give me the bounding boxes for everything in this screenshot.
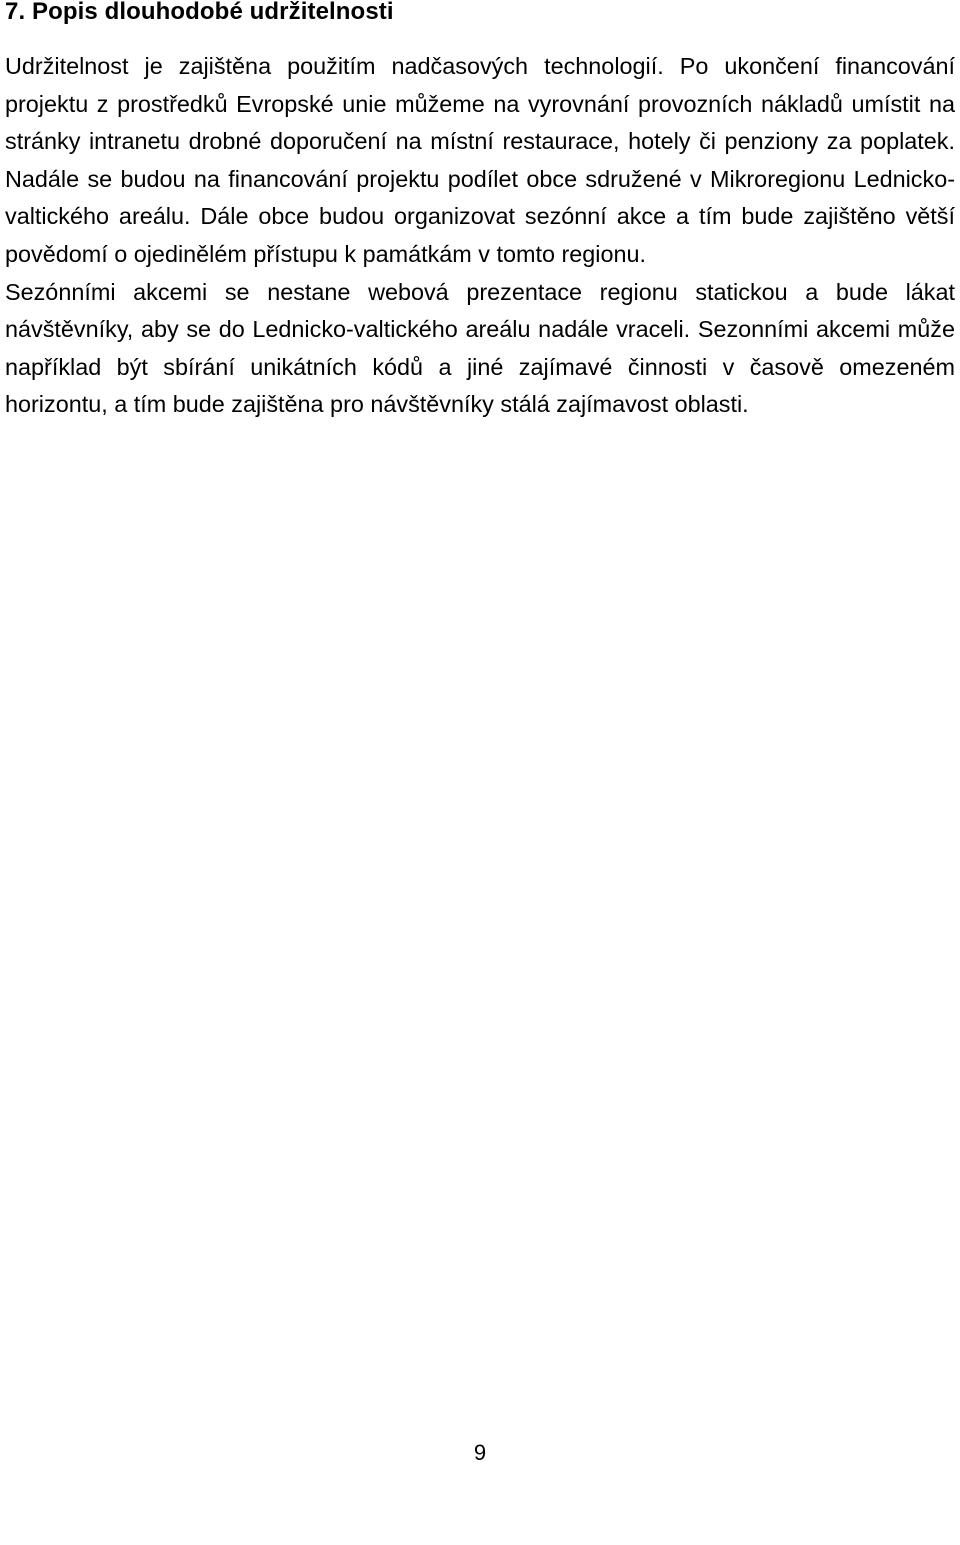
- page-number: 9: [473, 1440, 487, 1465]
- paragraph-sustainability: Udržitelnost je zajištěna použitím nadčasových technologií. Po ukončení financování projektu z prostředků Evropské unie můžeme na vyrovnání provozních nákladů umístit na stránky intranetu drobné doporučení na místní restaurace, hotely či penziony za poplatek. Nadále se budou na financování projektu podílet obce sdružené v Mikroregionu Lednicko-valtického areálu. Dále obce budou organizovat sezónní akce a tím bude zajištěno větší povědomí o ojedinělém přístupu k památkám v tomto regionu.: [5, 53, 955, 267]
- section-body: [5, 48, 955, 424]
- paragraph-seasonal-events: Sezónními akcemi se nestane webová prezentace regionu statickou a bude lákat návštěvníky, aby se do Lednicko-valtického areálu nadále vraceli. Sezonními akcemi může například být sbírání unikátních kódů a jiné zajímavé činnosti v časově omezeném horizontu, a tím bude zajištěna pro návštěvníky stálá zajímavost oblasti.: [5, 278, 955, 418]
- section-heading: 7. Popis dlouhodobé udržitelnosti: [5, 0, 394, 25]
